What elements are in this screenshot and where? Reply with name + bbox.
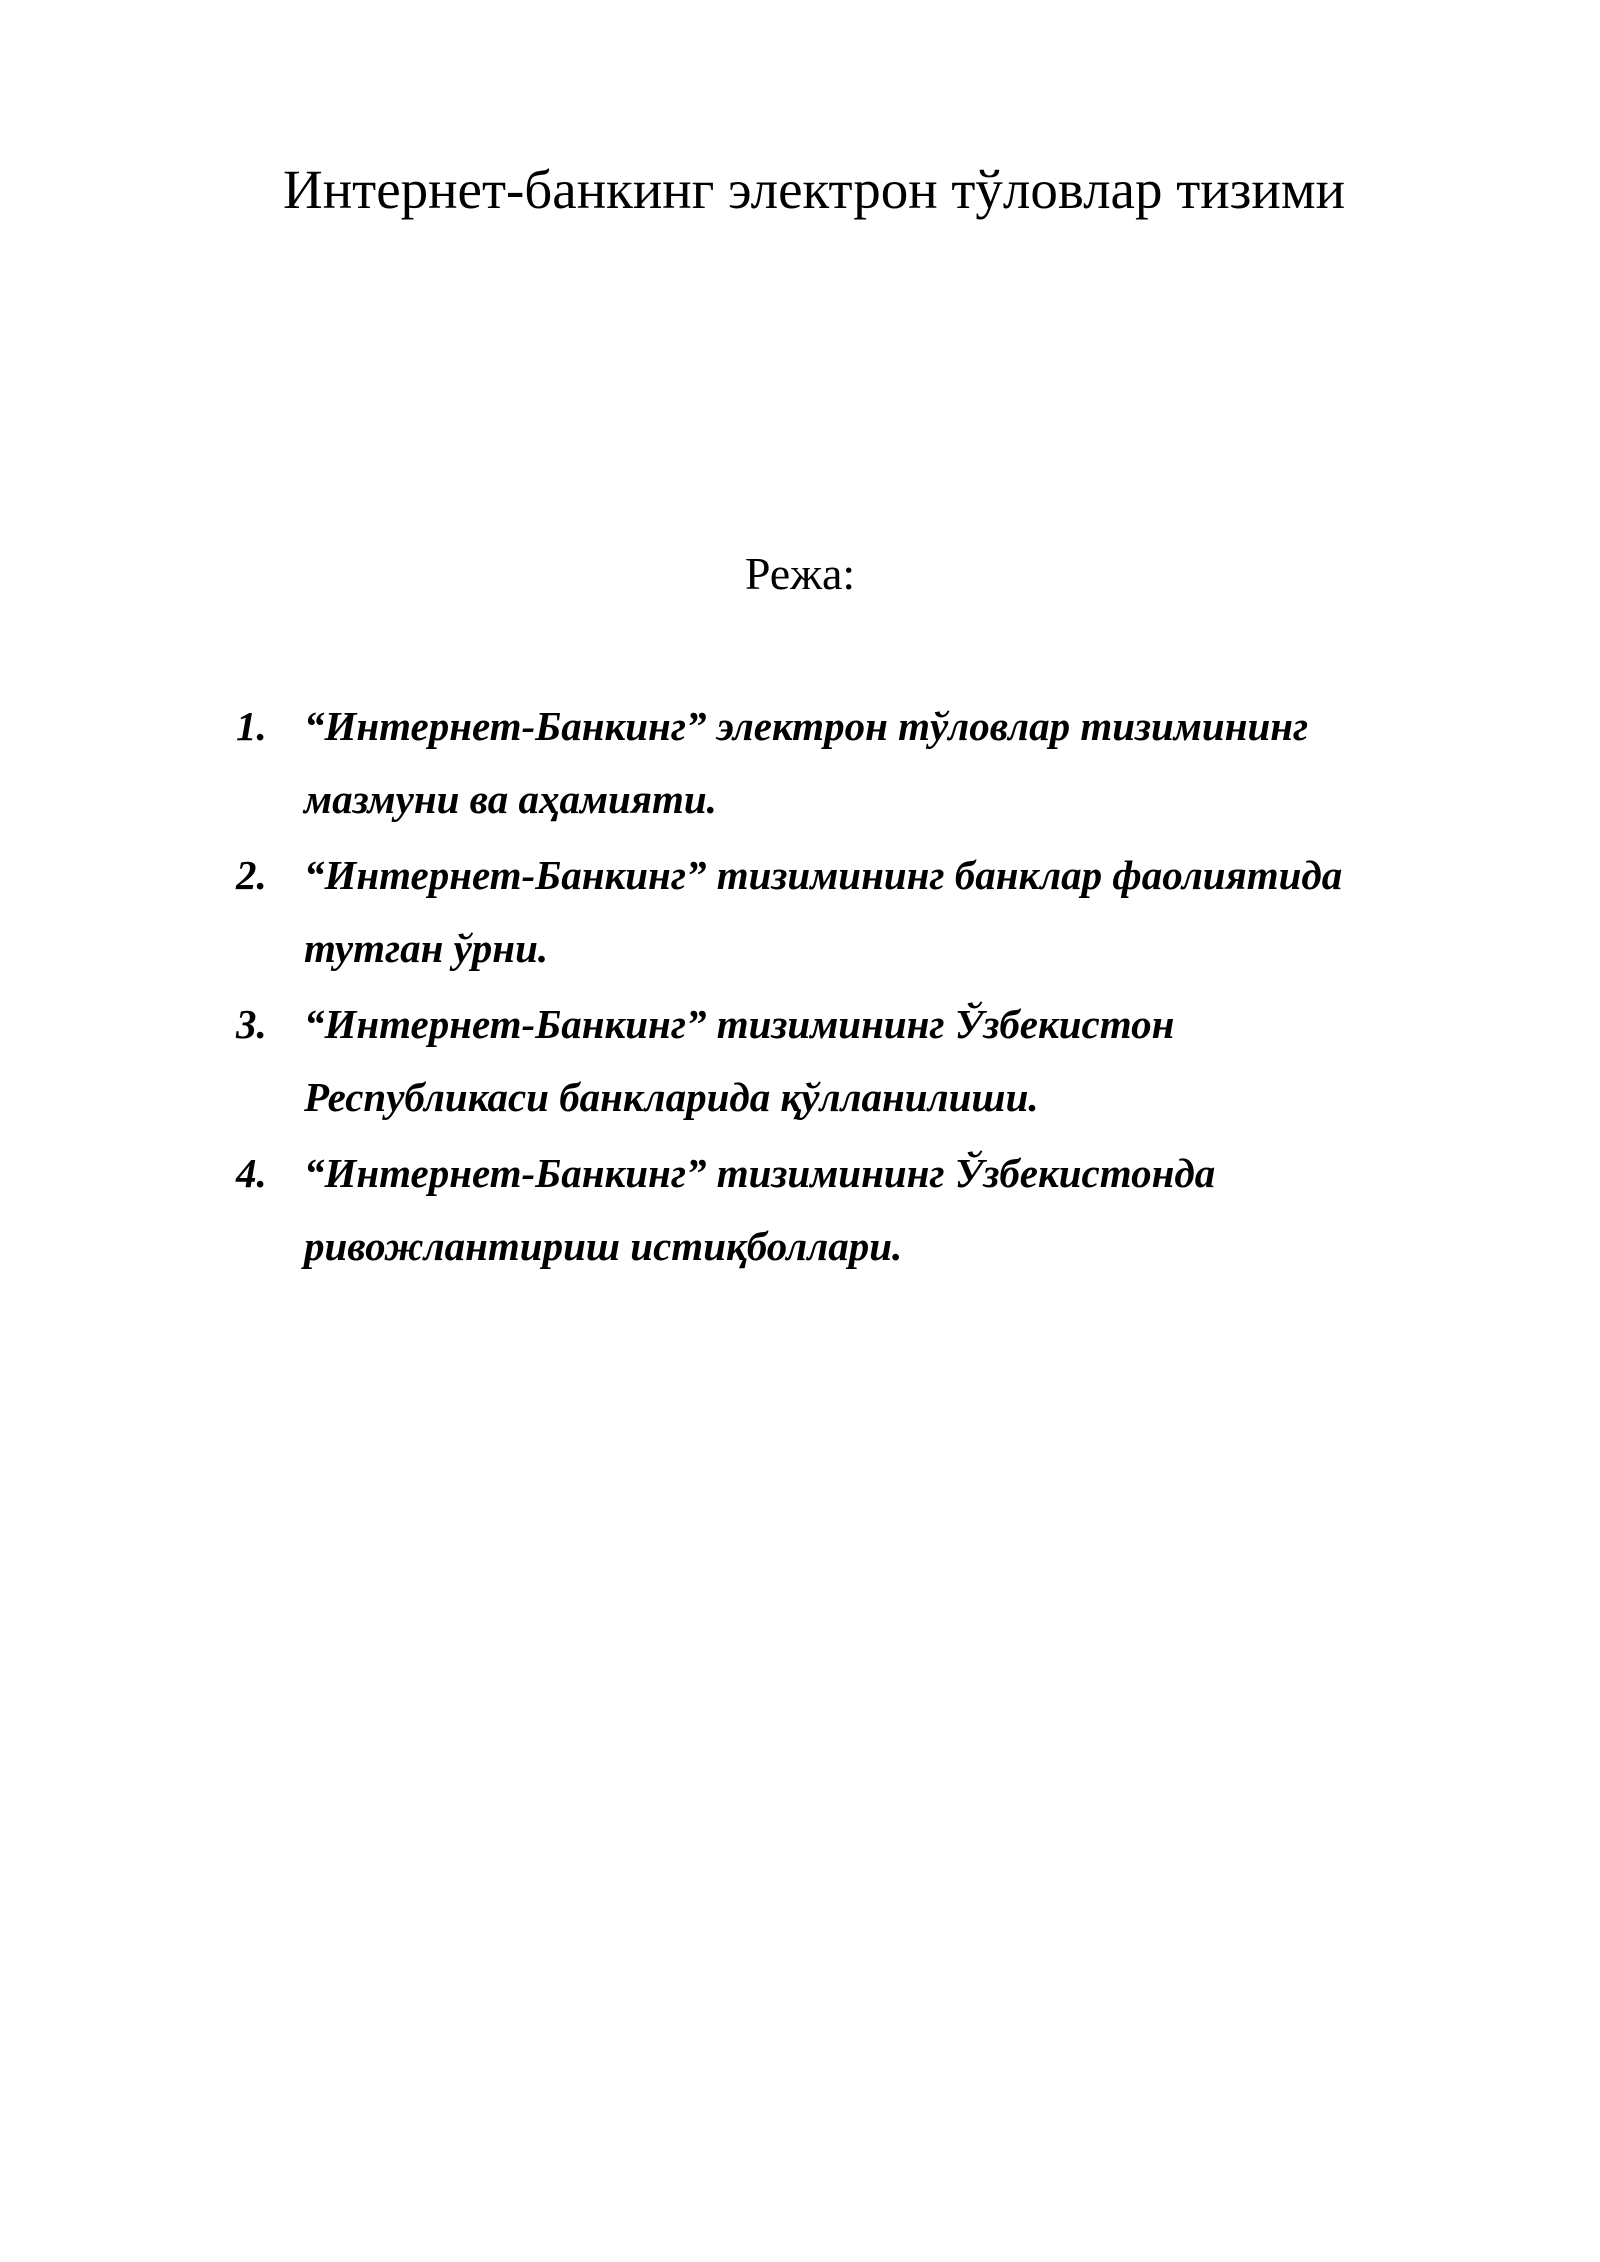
plan-item-line: мазмуни ва аҳамияти. — [304, 776, 717, 822]
plan-item-text — [304, 1137, 1436, 1283]
plan-item-3 — [236, 988, 1436, 1134]
plan-item-line: “Интернет-Банкинг” электрон тўловлар тизимининг — [304, 703, 1309, 749]
plan-item-line: Республикаси банкларида қўлланилиши. — [304, 1074, 1039, 1120]
plan-item-line: тутган ўрни. — [304, 925, 549, 971]
plan-item-text — [304, 988, 1436, 1134]
plan-item-line: “Интернет-Банкинг” тизимининг Ўзбекистон — [304, 1001, 1175, 1047]
plan-item-line: “Интернет-Банкинг” тизимининг Ўзбекистонда — [304, 1150, 1216, 1196]
plan-item-text — [304, 690, 1436, 836]
plan-item-4 — [236, 1137, 1436, 1283]
plan-item-number: 2. — [236, 852, 267, 898]
plan-item-text — [304, 839, 1436, 985]
plan-list — [236, 690, 1436, 1286]
plan-item-2 — [236, 839, 1436, 985]
plan-heading: Режа: — [744, 548, 856, 599]
plan-item-line: ривожлантириш истиқболлари. — [304, 1223, 903, 1269]
plan-item-1 — [236, 690, 1436, 836]
plan-item-number: 1. — [236, 703, 267, 749]
plan-item-number: 4. — [236, 1150, 267, 1196]
document-title: Интернет-банкинг электрон тўловлар тизими — [283, 159, 1346, 220]
plan-item-number: 3. — [236, 1001, 267, 1047]
plan-item-line: “Интернет-Банкинг” тизимининг банклар фаолиятида — [304, 852, 1343, 898]
